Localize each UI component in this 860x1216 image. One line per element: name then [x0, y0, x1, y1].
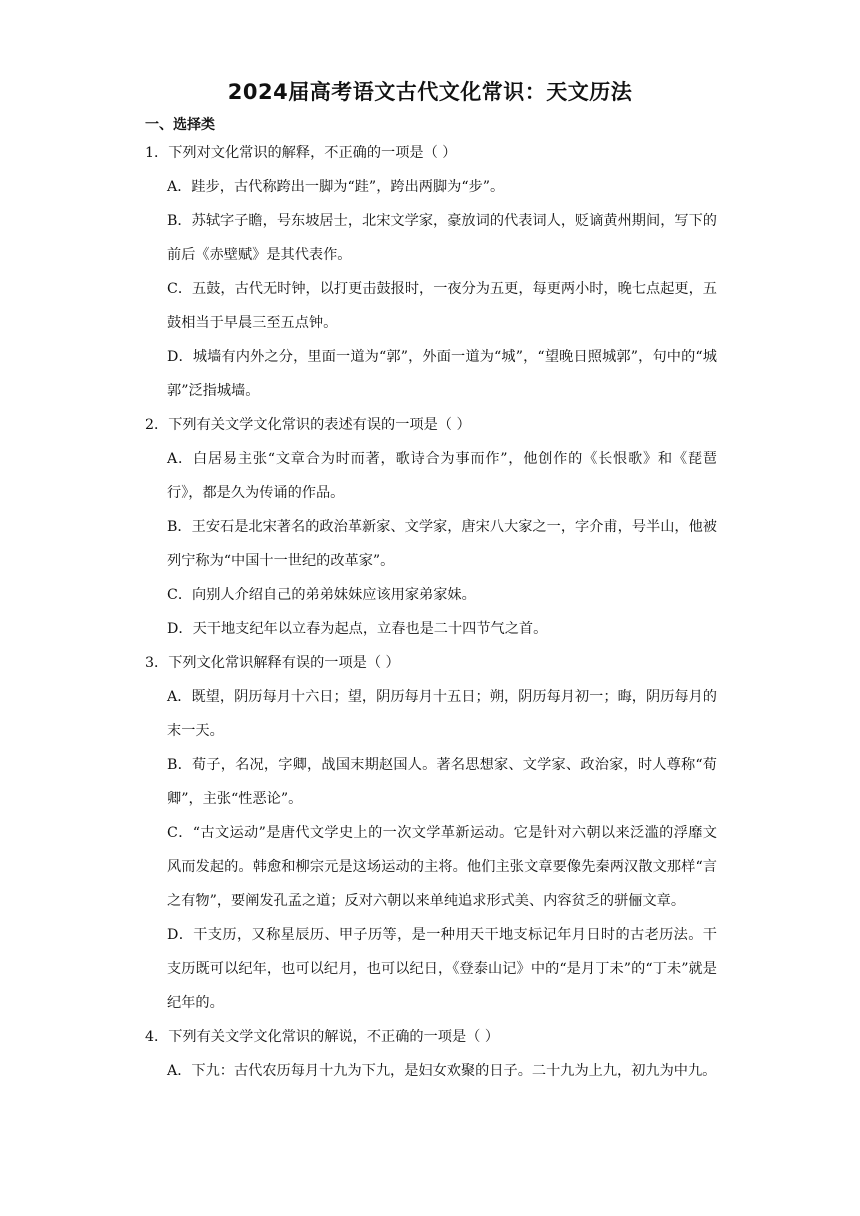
option-a: A．白居易主张“文章合为时而著，歌诗合为事而作”，他创作的《长恨歌》和《琵琶行》，都是久为传诵的作品。: [167, 451, 717, 501]
section-heading: 一、选择类: [145, 117, 215, 133]
question-list: [145, 136, 717, 1088]
question-1: [145, 136, 717, 408]
option-d: D．干支历，又称星辰历、甲子历等，是一种用天干地支标记年月日时的古老历法。干支历既可以纪年，也可以纪月，也可以纪日，《登泰山记》中的“是月丁未”的“丁未”就是纪年的。: [167, 927, 717, 1011]
option-b: B．王安石是北宋著名的政治革新家、文学家，唐宋八大家之一，字介甫，号半山，他被列宁称为“中国十一世纪的改革家”。: [167, 519, 717, 569]
question-stem: 3．下列文化常识解释有误的一项是（ ）: [145, 655, 400, 671]
option-a: A．下九：古代农历每月十九为下九，是妇女欢聚的日子。二十九为上九，初九为中九。: [167, 1063, 717, 1079]
document-title: 2024届高考语文古代文化常识：天文历法: [227, 80, 633, 104]
option-c: C．“古文运动”是唐代文学史上的一次文学革新运动。它是针对六朝以来泛滥的浮靡文风而发起的。韩愈和柳宗元是这场运动的主将。他们主张文章要像先秦两汉散文那样“言之有物”，要阐发孔孟之道；反对六朝以来单纯追求形式美、内容贫乏的骈俪文章。: [167, 825, 717, 909]
option-b: B．苏轼字子瞻，号东坡居士，北宋文学家，豪放词的代表词人，贬谪黄州期间，写下的前后《赤壁赋》是其代表作。: [167, 213, 717, 263]
option-d: D．天干地支纪年以立春为起点，立春也是二十四节气之首。: [167, 621, 548, 637]
question-3: [145, 646, 717, 1020]
option-c: C．五鼓，古代无时钟，以打更击鼓报时，一夜分为五更，每更两小时，晚七点起更，五鼓相当于早晨三至五点钟。: [167, 281, 717, 331]
option-c: C．向别人介绍自己的弟弟妹妹应该用家弟家妹。: [167, 587, 476, 603]
question-4: [145, 1020, 717, 1088]
question-stem: 2．下列有关文学文化常识的表述有误的一项是（ ）: [145, 417, 471, 433]
option-a: A．既望，阴历每月十六日；望，阴历每月十五日；朔，阴历每月初一；晦，阴历每月的末一天。: [167, 689, 717, 739]
option-d: D．城墙有内外之分，里面一道为“郭”，外面一道为“城”，“望晚日照城郭”，句中的“城郭”泛指城墙。: [167, 349, 717, 399]
option-b: B．荀子，名况，字卿，战国末期赵国人。著名思想家、文学家、政治家，时人尊称“荀卿”，主张“性恶论”。: [167, 757, 717, 807]
question-2: [145, 408, 717, 646]
option-a: A．跬步，古代称跨出一脚为“跬”，跨出两脚为“步”。: [167, 179, 505, 195]
question-stem: 4．下列有关文学文化常识的解说，不正确的一项是（ ）: [145, 1029, 500, 1045]
question-stem: 1．下列对文化常识的解释，不正确的一项是（ ）: [145, 145, 457, 161]
